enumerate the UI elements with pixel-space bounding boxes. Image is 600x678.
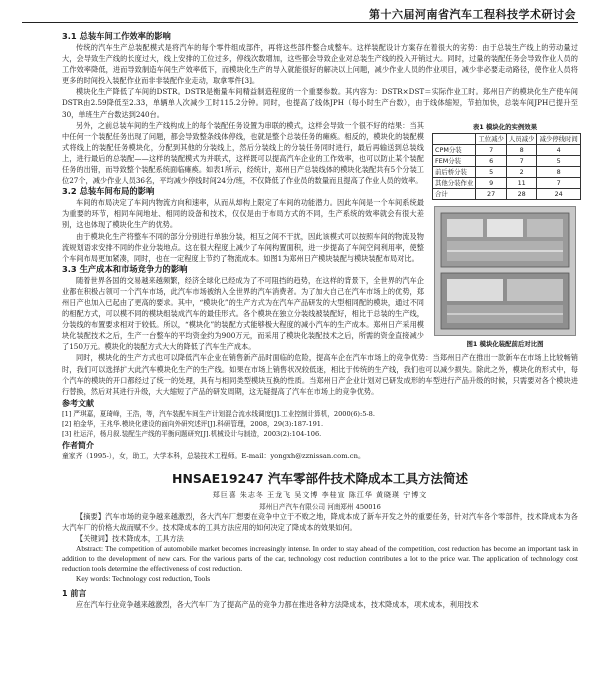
figure-1-caption: 图1 模块化装配前后对比图	[466, 339, 544, 348]
abstract-en: Abstract: The competition of automobile market becomes increasingly intense. In order to stay ahead of the competition, cost reduction has become an important task in addition to the development of new cars. For the various parts of the car, technology cost reduction contributes a lot to the price war. The application of technology cost reduction tools determine the effectiveness of cost reduction.	[62, 543, 578, 574]
table-cell: 8	[537, 166, 580, 177]
table-cell: 合计	[433, 188, 476, 199]
table-header-cell: 人员减少	[506, 133, 537, 144]
table-row	[433, 177, 581, 188]
table-cell: FEM分装	[433, 155, 476, 166]
section-3-2-paragraph: 由于模块化生产将整车不同的部分分别进行单独分装，相互之间不干扰，因此该模式可以按照车间的物流及物流规划语求安排不同的作业分装地点。这在很大程度上减少了车间构置面积，进一步提高了车间空间利用率，使整个车间布局更加紧凑，同时，也在一定程度上节约了物流成本。如图1为郑州日产模块装配与模块装配布局对比。	[62, 231, 424, 263]
table-cell: 24	[537, 188, 580, 199]
two-column-block	[62, 120, 578, 353]
article-affiliation: 郑州日产汽车有限公司 河南郑州 450016	[259, 502, 381, 511]
section-3-1-paragraph: 模块化生产降低了车间的DSTR。DSTR是衡量车间精益制造程度的一个重要参数。其内容为：DSTR×DST＝实际作业工时。郑州日产的模块化生产使车间DSTR由2.59降低至2.33，单辆单人次减少工时115.2分钟。同时，也提高了线体JPH（每小时生产台数），由于线体缩短，节拍加快，总装车间JPH已提升至30，单班生产台数达到240台。	[62, 87, 578, 119]
table-cell: 5	[537, 155, 580, 166]
journal-header: 第十六届河南省汽车工程科技学术研讨会	[369, 8, 576, 21]
section-1-title: 1 前言	[62, 588, 87, 598]
section-3-1-paragraph: 另外，之前总装车间的生产线构成上的每个装配任务设置为串联的模式，这样会导致一个很不好的结果：当其中任何一个装配任务出现了问题，都会导致整条线体停线，也就是整个总装任务的瘫痪。相反的，模块化的装配模式将线上的装配任务模块化，分配到其他的分装线上，然后分装线上的分装任务同时进行，最后再输送到总装线上，进行最后的总装配——这样的装配模式为并联式，这样既可以提高汽车企业的工作效率，也可以防止某个装配任务的出错，而导致整个装配系统面临瘫痪。如表1所示，经统计，郑州日产总装线体的模块化装配共有5个分装工位27个，减少作业人员36名，平均减少停线时间24分/班，不仅降低了作业员的数量而且提高了作业人员的效率。	[62, 120, 424, 186]
left-column	[62, 120, 424, 353]
table-cell: 其他分装作业	[433, 177, 476, 188]
figure-1-image	[434, 206, 576, 336]
section-3-3-paragraph: 同时，模块化的生产方式也可以降低汽车企业在销售新产品时面临的危险，提高车企在汽车市场上的竞争优势：当郑州日产在推出一款新车在市场上比较畅销时，我们可以选择扩大此汽车模块化生产的生产线。如果在市场上销售状况较低迷，相比于传统的生产线，我们也可以减少损失。除此之外，模块化的形式中，每个汽车的模块的开口都经过了统一的处理，具有与相同类型模块互换的性质。当郑州日产企业计划对已研发成形的车型进行产品升级的时候，只需要对各个模块进行替换，然后对其进行升级，大大缩短了产品的研发周期，这无疑提高了汽车在市场上的竞争优势。	[62, 353, 578, 396]
table-cell: 5	[476, 166, 507, 177]
table-row	[433, 166, 581, 177]
page-body	[62, 31, 578, 610]
keywords-cn: 【关键词】技术降成本，工具方法	[76, 533, 184, 543]
table-cell: 4	[537, 144, 580, 155]
table-cell: 9	[476, 177, 507, 188]
section-3-1-paragraph: 传统的汽车生产总装配模式是将汽车的每个零件组成部件，再将这些部件整合成整车。这样装配设计方案存在着很大的劣势：由于总装生产线上的劳动量过大，会导致生产线的长度过大，线上安排的工位过多，停线次数增加，这些都会导致企业对总装生产线的投入开销过大。同时，过量的装配任务会导致作业人员的工作效率降低，进而导致制造车间生产效率低下，而模块化生产的导入就能很好的解决以上问题，减少作业人员的作业项目，减少非必要走动路径，使作业人员将更多的时间投入装配作业而非非装配作业走动，取拿零件[3]。	[62, 43, 578, 86]
right-column	[432, 120, 578, 353]
table-header-row	[433, 133, 581, 144]
table-cell: 8	[506, 144, 537, 155]
table-cell: 7	[537, 177, 580, 188]
author-intro-text: 童家齐（1995-），女，助工，大学本科，总装技术工程师。E-mail：yongxh@zznissan.com.cn。	[62, 451, 365, 460]
reference-item: [1] 严琪嘉，夏琦峰，王浩，等，汽车装配车间生产计划混合流水线调度[J].工业控制计算机，2000(6):5-8.	[62, 409, 375, 418]
table-1-caption: 表1 模块化的实例效果	[472, 122, 538, 131]
table-cell: 7	[506, 155, 537, 166]
table-header-cell: 工位减少	[476, 133, 507, 144]
table-row	[433, 188, 581, 199]
header-rule	[22, 22, 578, 23]
table-cell: 7	[476, 144, 507, 155]
article-title: HNSAE19247 汽车零部件技术降成本工具方法简述	[172, 470, 468, 486]
table-cell: 28	[506, 188, 537, 199]
table-row	[433, 155, 581, 166]
table-cell: 2	[506, 166, 537, 177]
table-header-cell	[433, 133, 476, 144]
table-cell: CPM分装	[433, 144, 476, 155]
factory-layout-photo	[435, 207, 575, 335]
keywords-en: Key words: Technology cost reduction, Tools	[76, 574, 211, 584]
table-cell: 27	[476, 188, 507, 199]
intro-paragraph: 应在汽车行业竞争越来越激烈，各大汽车厂为了提高产品的竞争力都在推进各种方法降成本，技术降成本，项术成本，利用技术	[76, 599, 479, 609]
table-1	[432, 133, 581, 200]
table-cell: 前后桥分装	[433, 166, 476, 177]
section-3-3-title: 3.3 生产成本和市场竞争力的影响	[62, 263, 188, 274]
references-title: 参考文献	[62, 398, 94, 408]
table-cell: 11	[506, 177, 537, 188]
reference-item: [3] 杜运洋，杨月叙.装配生产线的平衡问题研究[J].机械设计与制造，2003(2):104-106.	[62, 429, 322, 438]
author-intro-title: 作者简介	[62, 440, 94, 450]
table-header-cell: 减少停线时间	[537, 133, 580, 144]
section-3-1-title: 3.1 总装车间工作效率的影响	[62, 31, 171, 41]
table-row	[433, 144, 581, 155]
reference-item: [2] 柏金华，王兆华.模块化建设的面向外研究述评[J].科研管理，2008，29(3):187-191.	[62, 419, 324, 428]
section-3-2-title: 3.2 总装车间布局的影响	[62, 186, 155, 197]
table-cell: 6	[476, 155, 507, 166]
abstract-cn: 【摘要】汽车市场的竞争越来越激烈，各大汽车厂想要在竞争中立于不败之地，降成本成了新车开发之外的重要任务，针对汽车各个零部件，技术降成本为各大汽车厂的价格大战而赋不少。技术降成本的工具方法应用的如何决定了降成本的效果如何。	[62, 511, 578, 532]
section-3-3-paragraph: 随着世界各国的交易越来越频繁，经济全球化已经成为了不可阻挡的趋势，在这样的背景下，全世界的汽车企业都在积极占领可一个汽车市场，此汽车市场被纳入全世界的汽车消费者。为了加大自己在汽车市场上的优势，郑州日产也加入已起由了更高的要求。其中，“模块化”的生产方式为在汽车产品研发的大型相同配的模块，通过不同的相配方式，可以模不同的模块组装成汽车的最佳形式。各个模块在独立分装线被装配好，相比于总装的生产线，分装线的布置要求相对于较低。所以，“模块化”的装配方式能够极大程度的减小汽车的生产成本。郑州日产采用模块化装配技术之后，生产一台整车的平均资金约为900万元，而采用了模块化装配技术之后，所需的资金直接减少了150万元。模块化的装配方式大大的降低了汽车生产成本。	[62, 275, 424, 352]
article-authors: 郑巨喜 朱志冬 王龙飞 吴文博 李桂宣 陈江华 黄晓瑛 宁博文	[212, 490, 428, 499]
section-3-2-paragraph: 车间的布局决定了车间内物流方向和速率，从而从却构上限定了车间的功能潜力。因此车间是一个车间系统最为重要的环节，相同车间地址、相同的设备和技术，仅仅是由于布局方式的不同，生产系统的效率就会有很大差别，这也体现了模块化生产的优势。	[62, 198, 424, 230]
